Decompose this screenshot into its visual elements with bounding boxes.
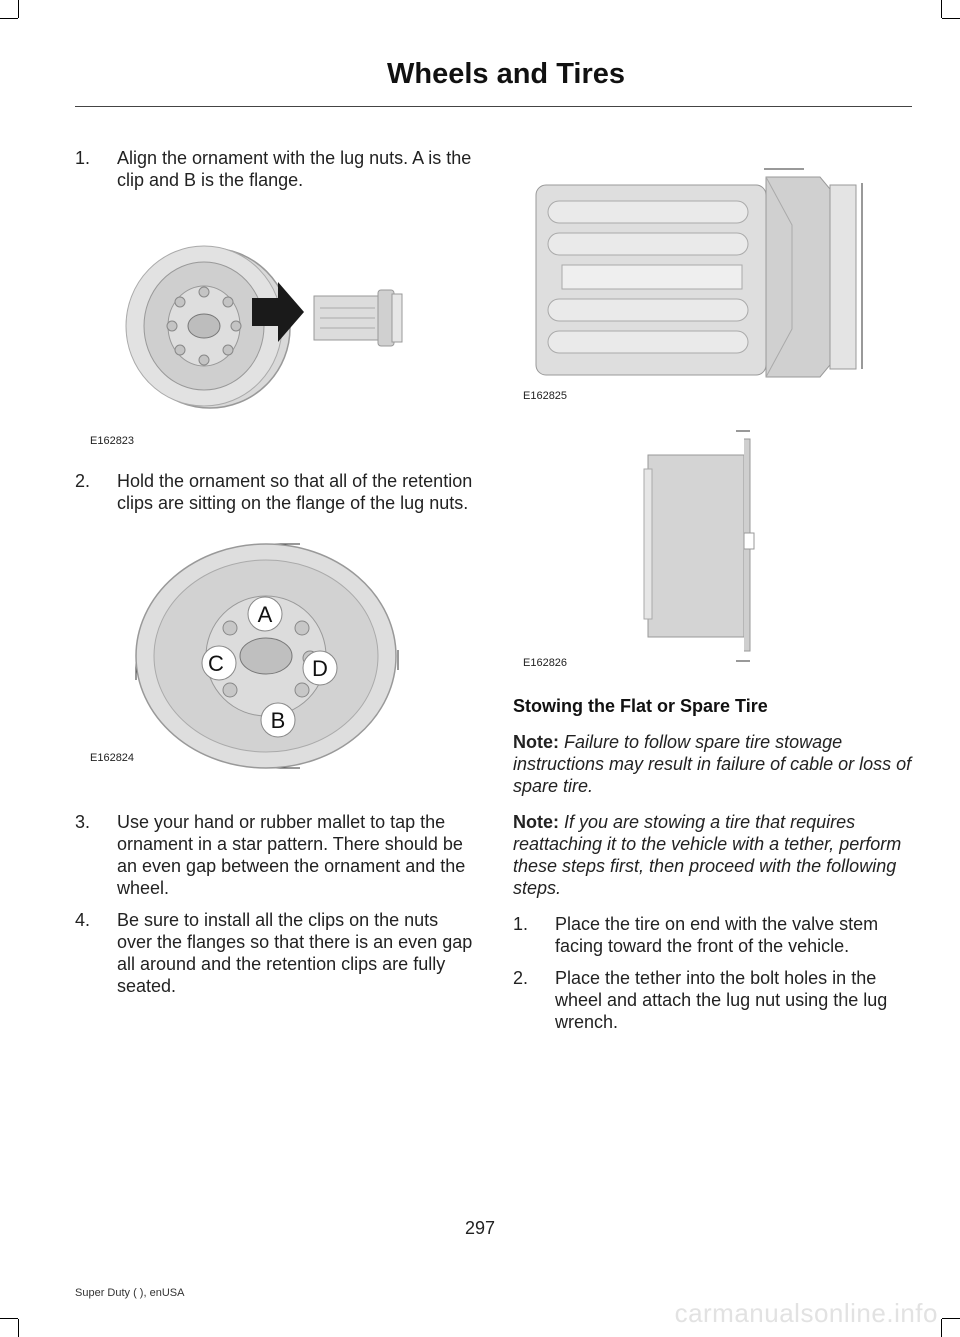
step-number: 2. [75, 471, 91, 491]
label-c: C [208, 651, 224, 676]
step-text: Use your hand or rubber mallet to tap the ornament in a star pattern. There should be an even gap between the ornament and the wheel. [117, 812, 466, 898]
page-title: Wheels and Tires [387, 58, 625, 90]
crop-mark [942, 18, 960, 19]
step-item [75, 470, 475, 514]
step-number: 3. [75, 812, 91, 832]
title-divider [75, 106, 912, 107]
section-heading: Stowing the Flat or Spare Tire [513, 696, 768, 716]
crop-mark [0, 18, 18, 19]
step-number: 1. [513, 914, 529, 934]
step-number: 1. [75, 148, 91, 168]
label-a: A [257, 602, 273, 627]
label-d: D [312, 656, 328, 681]
crop-mark [941, 0, 942, 18]
crop-mark [18, 1319, 19, 1337]
watermark: carmanualsonline.info [674, 1298, 938, 1328]
ornament-profile-figure [640, 425, 770, 665]
wheel-clip-labels-figure [130, 540, 410, 772]
step-item [513, 967, 913, 1033]
step-item [75, 909, 475, 997]
step-number: 2. [513, 968, 529, 988]
step-item [75, 811, 475, 899]
crop-mark [18, 0, 19, 18]
step-item [513, 913, 913, 957]
step-item [75, 147, 475, 191]
note-text: If you are stowing a tire that requires reattaching it to the vehicle with a tether, perform these steps first, then proceed with the following steps. [513, 812, 902, 898]
document-info: Super Duty ( ), enUSA [75, 1287, 185, 1299]
wheel-ornament-alignment-figure [120, 240, 420, 420]
page-number: 297 [464, 1218, 496, 1238]
figure-code: E162823 [90, 435, 135, 447]
figure-code: E162826 [523, 657, 568, 669]
step-text: Place the tire on end with the valve stem facing toward the front of the vehicle. [555, 914, 879, 956]
note-label: Note: [513, 812, 559, 832]
step-text: Be sure to install all the clips on the nuts over the flanges so that there is an even gap all around and the retention clips are fully seated. [117, 910, 473, 996]
label-b: B [270, 708, 286, 733]
note [513, 811, 913, 899]
step-text: Align the ornament with the lug nuts. A is the clip and B is the flange. [117, 148, 472, 190]
step-text: Hold the ornament so that all of the retention clips are sitting on the flange of the lug nuts. [117, 471, 473, 513]
note-label: Note: [513, 732, 559, 752]
step-text: Place the tether into the bolt holes in the wheel and attach the lug nut using the lug wrench. [555, 968, 888, 1032]
note [513, 731, 913, 797]
figure-code: E162824 [90, 752, 135, 764]
ornament-side-view-figure [530, 165, 870, 385]
step-number: 4. [75, 910, 91, 930]
right-column-text [513, 696, 913, 1033]
crop-mark [0, 1318, 18, 1319]
left-column [75, 147, 475, 191]
crop-mark [942, 1318, 960, 1319]
left-column-steps-3-4 [75, 811, 475, 997]
note-text: Failure to follow spare tire stowage instructions may result in failure of cable or loss of spare tire. [513, 732, 912, 796]
crop-mark [941, 1319, 942, 1337]
figure-code: E162825 [523, 390, 568, 402]
left-column-step2 [75, 470, 475, 514]
